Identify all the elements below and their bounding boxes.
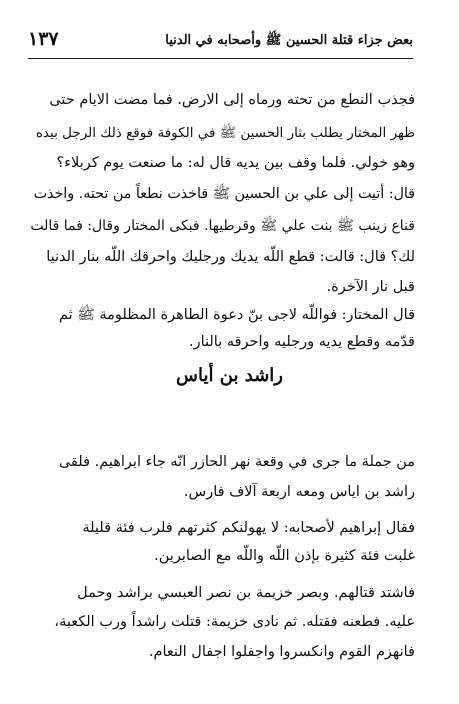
body-line: قال: أتيت إلى علي بن الحسين ﷺ فاخذت نطعاً من تحته. واخذت (33, 186, 415, 202)
section-line: فاشتد قتالهم. وبصر خزيمة بن نصر العبسي براشد وحمل (77, 585, 415, 601)
section-line: من جملة ما جرى في وقعة نهر الحازر انّه جاء ابراهيم. فلقى (58, 454, 415, 470)
section-line: فانهزم القوم وانكسروا واجفلوا اجفال النعام. (148, 644, 415, 660)
running-title: بعض جزاء قتلة الحسين ﷺ وأصحابه في الدنيا (165, 33, 413, 48)
body-line: ظهر المختار يطلب بثار الحسين ﷺ في الكوفة فوقع ذلك الرجل بيده (35, 125, 415, 141)
section-line: فقال إبراهيم لأصحابه: لا يهولنكم كثرتهم فلرب فئة قليلة (82, 520, 415, 536)
body-line: لك؟ قال: قالت: قطع اللّه يديك ورجليك واحرقك اللّه بنار الدنيا (46, 249, 415, 265)
section-heading: راشد بن أياس (176, 365, 283, 386)
section-line: راشد بن اياس ومعه اربعة آلاف فارس. (183, 484, 415, 500)
body-line: فجذب النطع من تحته ورماه إلى الارض. فما مضت الايام حتى (49, 92, 415, 108)
section-line: عليه. فطعنه فقتله. ثم نادى خزيمة: قتلت راشداً ورب الكعبة، (54, 614, 415, 630)
page-number: ١٣٧ (28, 28, 59, 50)
body-line: قدّمه وقطع يديه ورجليه واحرقه بالنار. (188, 334, 415, 350)
page-header (28, 28, 413, 59)
body-line: قبل نار الآخرة. (326, 279, 415, 295)
body-line: وهو خولي. فلما وقف بين يديه قال له: ما صنعت يوم كربلاء؟ (56, 155, 415, 171)
section-line: غلبت فئة كثيرة بإذن اللّه واللّه مع الصابرين. (154, 548, 415, 564)
body-line: قال المختار: فواللّه لاجى بنّ دعوة الطاهرة المظلومة ﷺ ثم (58, 307, 415, 323)
body-line: قناع زينب ﷺ بنت علي ﷺ وقرطيها. فبكى المختار وقال: فما قالت (30, 218, 415, 234)
